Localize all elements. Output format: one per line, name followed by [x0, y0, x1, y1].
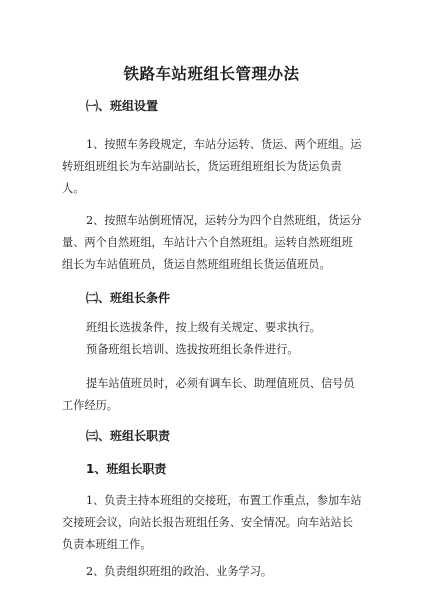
- paragraph-leader-duties-2: 2、负责组织班组的政治、业务学习。: [86, 565, 273, 578]
- section-heading-team-setup: ㈠、班组设置: [86, 99, 159, 113]
- section-heading-leader-conditions: ㈡、班组长条件: [86, 291, 171, 305]
- section-heading-leader-duties: ㈢、班组长职责: [86, 429, 171, 443]
- paragraph-leader-conditions-2: 预备班组长培训、选拔按班组长条件进行。: [86, 343, 299, 356]
- paragraph-leader-conditions-3: 提车站值班员时，必须有调车长、助理值班员、信号员工作经历。: [62, 377, 355, 412]
- paragraph-leader-conditions-1: 班组长选拔条件，按上级有关规定、要求执行。: [86, 321, 321, 334]
- document-title: 铁路车站班组长管理办法: [123, 65, 300, 83]
- paragraph-leader-duties-1: 1、负责主持本班组的交接班，布置工作重点，参加车站交接班会议，向站长报告班组任务、安全情况。向车站站长负责本班组工作。: [62, 494, 362, 551]
- subheading-leader-duties: 1、班组长职责: [86, 462, 167, 476]
- paragraph-team-setup-2: 2、按照车站倒班情况，运转分为四个自然班组，货运分量、两个自然班组，车站计六个自然班组。运转自然班组班组长为车站值班员，货运自然班组班组长货运值班员。: [62, 214, 362, 271]
- paragraph-team-setup-1: 1、按照车务段规定，车站分运转、货运、两个班组。运转班组班组长为车站副站长，货运班组班组长为货运负责人。: [62, 138, 362, 195]
